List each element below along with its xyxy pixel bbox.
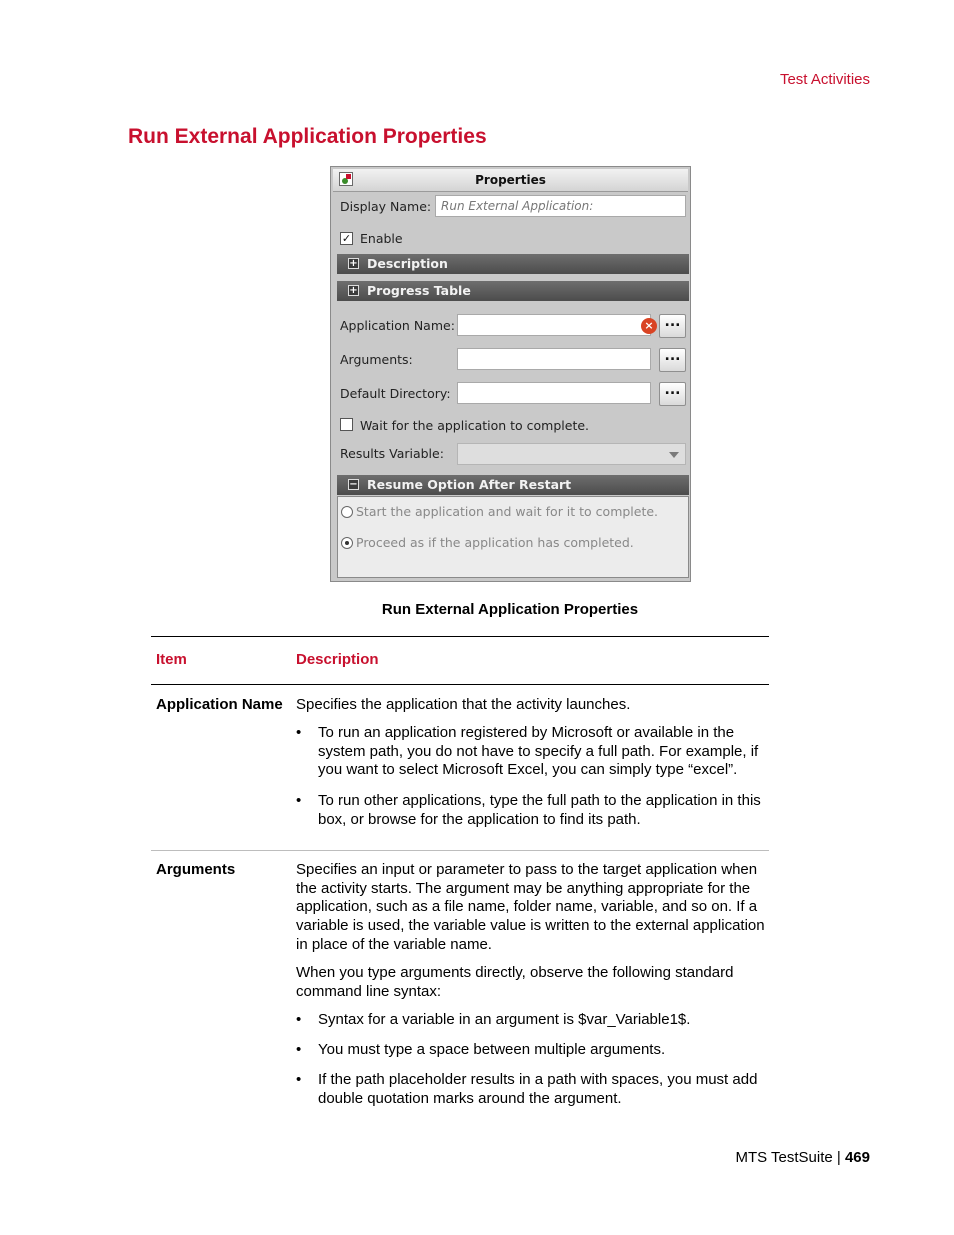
panel-header [333, 169, 688, 192]
bullet-glyph: • [296, 1011, 302, 1028]
enable-checkbox[interactable]: ✓ [341, 232, 352, 245]
column-header-description: Description [296, 651, 379, 668]
browse-arguments-button[interactable]: ... [659, 348, 686, 372]
radio-proceed-label: Proceed as if the application has completed. [356, 535, 634, 550]
wait-label: Wait for the application to complete. [360, 418, 590, 433]
bullet-glyph: • [296, 724, 302, 741]
default-directory-input[interactable] [457, 382, 651, 404]
page-title: Run External Application Properties [128, 125, 487, 148]
resume-options-box [337, 496, 689, 578]
table-header-rule [151, 684, 769, 685]
wait-checkbox[interactable] [340, 418, 353, 431]
expand-icon[interactable]: + [349, 258, 358, 269]
table-row-item: Application Name [156, 696, 283, 713]
section-resume-option[interactable] [337, 475, 689, 495]
display-name-label: Display Name: [340, 199, 432, 214]
display-name-input[interactable] [435, 195, 686, 217]
page-number: 469 [844, 1149, 870, 1166]
browse-directory-button[interactable]: ... [659, 382, 686, 406]
radio-proceed[interactable] [341, 537, 353, 549]
enable-label: Enable [360, 231, 403, 246]
radio-start-application[interactable] [341, 506, 353, 518]
table-top-rule [151, 636, 769, 637]
table-row-description-2: When you type arguments directly, observe the following standard command line syntax: [296, 964, 734, 1000]
expand-icon[interactable]: + [349, 285, 358, 296]
chevron-down-icon [669, 452, 679, 458]
table-row-description: Specifies the application that the activity launches. [296, 696, 631, 713]
default-directory-label: Default Directory: [340, 386, 451, 401]
collapse-icon[interactable]: − [349, 479, 358, 490]
application-name-input[interactable] [457, 314, 651, 336]
table-row-divider [151, 850, 769, 851]
section-resume-label: Resume Option After Restart [367, 477, 572, 492]
running-head: Test Activities [779, 71, 870, 88]
bullet-glyph: • [296, 1071, 302, 1088]
list-item-text: To run an application registered by Microsoft or available in the system path, you do not have to specify a full path. For example, if you want to select Microsoft Excel, you can simply type “excel”. [318, 724, 759, 779]
results-variable-dropdown[interactable] [457, 443, 686, 465]
section-progress-label: Progress Table [367, 283, 471, 298]
footer-separator: | [836, 1149, 841, 1166]
display-name-placeholder: Run External Application: [441, 199, 594, 213]
arguments-input[interactable] [457, 348, 651, 370]
radio-start-label: Start the application and wait for it to complete. [356, 504, 659, 519]
footer-product: MTS TestSuite [735, 1149, 833, 1166]
list-item-text: You must type a space between multiple arguments. [318, 1041, 666, 1058]
panel-title: Properties [475, 173, 546, 187]
list-item-text: To run other applications, type the full path to the application in this box, or browse for the application to find its path. [318, 792, 761, 828]
arguments-label: Arguments: [340, 352, 413, 367]
properties-panel [330, 166, 691, 582]
application-name-label: Application Name: [340, 318, 455, 333]
table-row-description: Specifies an input or parameter to pass to the target application when the activity starts. The argument may be anything appropriate for the application, such as a file name, folder name, variable, and so on. If a variable is used, the variable value is written to the external application in place of the variable name. [296, 861, 765, 953]
section-description[interactable] [337, 254, 689, 274]
browse-application-button[interactable]: ... [659, 314, 686, 338]
table-row-item: Arguments [156, 861, 236, 878]
results-variable-label: Results Variable: [340, 446, 444, 461]
section-progress-table[interactable] [337, 281, 689, 301]
figure-caption: Run External Application Properties [381, 601, 639, 618]
page-footer [735, 1149, 870, 1166]
list-item-text: If the path placeholder results in a path with spaces, you must add double quotation marks around the argument. [318, 1071, 758, 1107]
list-item-text: Syntax for a variable in an argument is $var_Variable1$. [318, 1011, 691, 1028]
bullet-glyph: • [296, 1041, 302, 1058]
column-header-item: Item [156, 651, 187, 668]
bullet-glyph: • [296, 792, 302, 809]
error-icon: × [641, 318, 657, 334]
section-description-label: Description [367, 256, 448, 271]
